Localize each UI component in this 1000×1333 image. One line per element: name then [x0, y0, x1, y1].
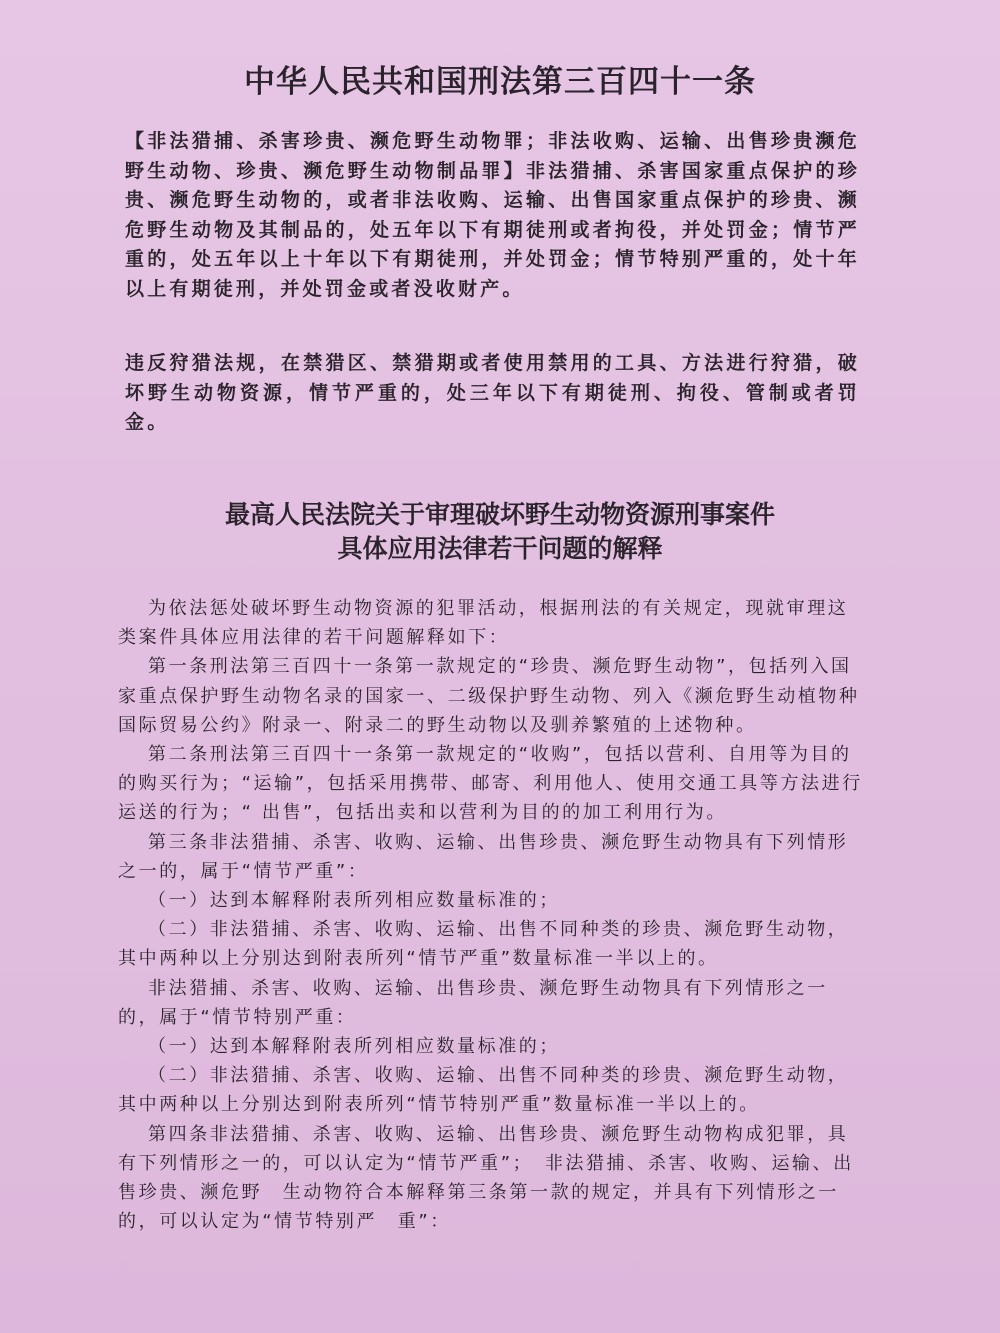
paragraph-article-3-item-2: （二）非法猎捕、杀害、收购、运输、出售不同种类的珍贵、濒危野生动物，其中两种以上分别达到附表所列“情节严重”数量标准一半以上的。 [118, 919, 849, 970]
paragraph-article-3-part-2-item-2: （二）非法猎捕、杀害、收购、运输、出售不同种类的珍贵、濒危野生动物，其中两种以上分别达到附表所列“情节特别严重”数量标准一半以上的。 [118, 1065, 849, 1116]
paragraph-article-3: 第三条非法猎捕、杀害、收购、运输、出售珍贵、濒危野生动物具有下列情形之一的，属于“情节严重”： [118, 831, 849, 882]
interpretation-title-line1: 最高人民法院关于审理破坏野生动物资源刑事案件 [224, 500, 775, 529]
article-paragraph-2: 违反狩猎法规，在禁猎区、禁猎期或者使用禁用的工具、方法进行狩猎，破坏野生动物资源，情节严重的，处三年以下有期徒刑、拘役、管制或者罚金。 [125, 352, 860, 433]
paragraph-article-4: 第四条非法猎捕、杀害、收购、运输、出售珍贵、濒危野生动物构成犯罪，具有下列情形之一的，可以认定为“情节严重”； 非法猎捕、杀害、收购、运输、出售珍贵、濒危野 生动物符合本解释第三条第一款的规定，并具有下列情形之一的，可以认定为“情节特别严 重”： [118, 1123, 854, 1233]
paragraph-article-1: 第一条刑法第三百四十一条第一款规定的“珍贵、濒危野生动物”，包括列入国家重点保护野生动物名录的国家一、二级保护野生动物、列入《濒危野生动植物种国际贸易公约》附录一、附录二的野生动物以及驯养繁殖的上述物种。 [118, 656, 860, 736]
interpretation-body [118, 594, 863, 1236]
article-paragraph-1: 【非法猎捕、杀害珍贵、濒危野生动物罪；非法收购、运输、出售珍贵濒危野生动物、珍贵、濒危野生动物制品罪】非法猎捕、杀害国家重点保护的珍贵、濒危野生动物的，或者非法收购、运输、出售国家重点保护的珍贵、濒危野生动物及其制品的，处五年以下有期徒刑或者拘役，并处罚金；情节严重的，处五年以上十年以下有期徒刑，并处罚金；情节特别严重的，处十年以上有期徒刑，并处罚金或者没收财产。 [125, 130, 860, 300]
paragraph-article-2: 第二条刑法第三百四十一条第一款规定的“收购”，包括以营利、自用等为目的的购买行为；“运输”，包括采用携带、邮寄、利用他人、使用交通工具等方法进行运送的行为；“ 出售”，包括出卖和以营利为目的的加工利用行为。 [118, 744, 863, 824]
interpretation-title-line2: 具体应用法律若干问题的解释 [337, 534, 663, 563]
paragraph-article-3-part-2: 非法猎捕、杀害、收购、运输、出售珍贵、濒危野生动物具有下列情形之一的，属于“情节特别严重： [118, 977, 828, 1028]
paragraph-preamble: 为依法惩处破坏野生动物资源的犯罪活动，根据刑法的有关规定，现就审理这类案件具体应用法律的若干问题解释如下： [118, 598, 849, 649]
paragraph-article-3-item-1: （一）达到本解释附表所列相应数量标准的； [148, 890, 560, 912]
document-title: 中华人民共和国刑法第三百四十一条 [244, 64, 756, 100]
paragraph-article-3-part-2-item-1: （一）达到本解释附表所列相应数量标准的； [148, 1036, 560, 1058]
